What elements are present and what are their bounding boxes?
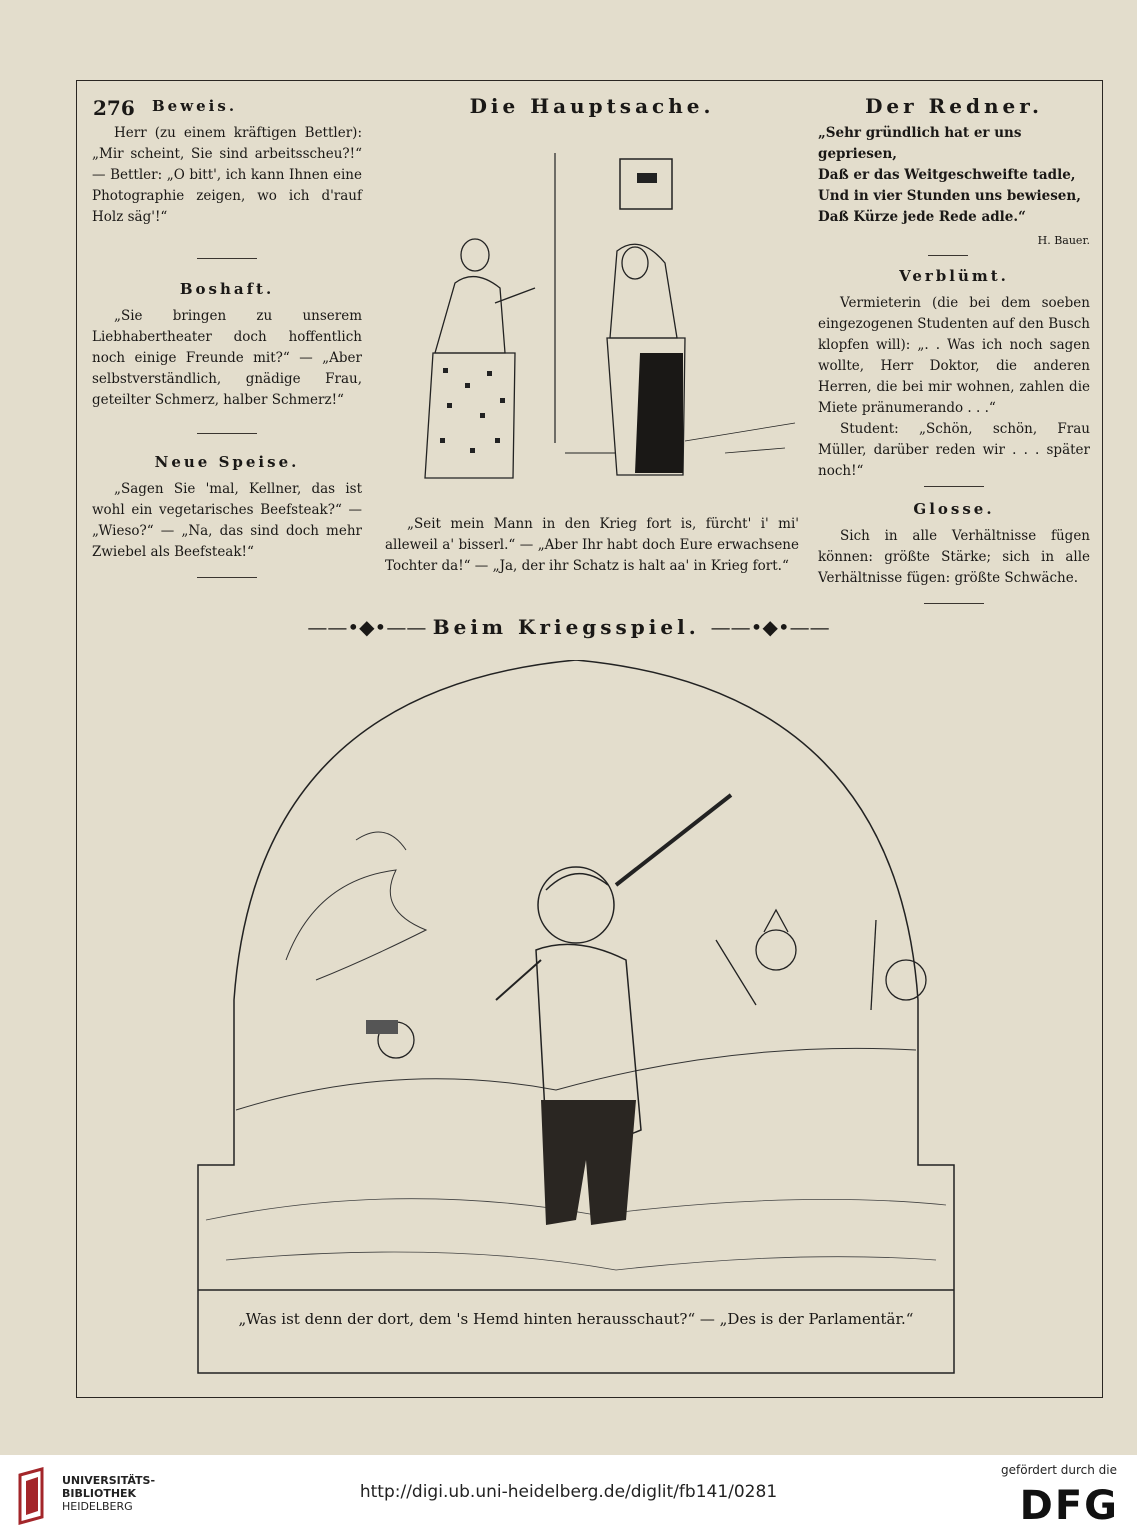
kriegsspiel-illustration — [196, 660, 956, 1380]
heading-neue-speise: Neue Speise. — [154, 453, 300, 471]
ornament-right: ——•◆•—— — [710, 615, 830, 639]
viewer-footer — [0, 1455, 1137, 1538]
illustration-two-women — [385, 123, 799, 483]
poem-line: Daß Kürze jede Rede adle.“ — [818, 209, 1026, 225]
poem-redner — [818, 123, 1090, 228]
heading-glosse: Glosse. — [913, 500, 995, 518]
library-name-line: HEIDELBERG — [62, 1500, 133, 1513]
library-name-line: UNIVERSITÄTS- — [62, 1474, 156, 1487]
text-verbluemt: Vermieterin (die bei dem soeben eingezogenen Studenten auf den Busch klopfen will): „. . Was ich noch sagen wollte, Herr Doktor, die anderen Herren, die bei mir wohnen, zahlen die Miete pränumerando . . .“ — [818, 295, 1090, 416]
text-neue-speise: „Sagen Sie 'mal, Kellner, das ist wohl ein vegetarisches Beefsteak?“ — „Wieso?“ — „Na, das sind doch mehr Zwiebel als Beefsteak!“ — [92, 481, 362, 560]
column-left — [92, 96, 362, 590]
kriegsspiel-title: Beim Kriegsspiel. — [432, 615, 700, 639]
kriegsspiel-caption: „Was ist denn der dort, dem 's Hemd hinten herausschaut?“ — „Des is der Parlamentär.“ — [238, 1310, 914, 1328]
heading-verbluemt: Verblümt. — [899, 267, 1009, 285]
author-redner: H. Bauer. — [1037, 234, 1090, 247]
heading-beweis: Beweis. — [152, 97, 238, 115]
text-beweis: Herr (zu einem kräftigen Bettler): „Mir scheint, Sie sind arbeitsscheu?!“ — Bettler: „O bitt', ich kann Ihnen eine Photographie zeigen, wo ich d'rauf Holz säg'!“ — [92, 125, 362, 225]
digital-object-url[interactable]: http://digi.ub.uni-heidelberg.de/diglit/fb141/0281 — [359, 1482, 778, 1502]
column-right — [818, 96, 1090, 616]
divider — [197, 577, 257, 578]
library-name-line: BIBLIOTHEK — [62, 1487, 137, 1500]
poem-line: „Sehr gründlich hat er uns gepriesen, — [818, 125, 1022, 162]
column-middle — [385, 96, 799, 577]
funded-by-label: gefördert durch die — [1001, 1463, 1117, 1477]
kriegsspiel-title-row — [0, 615, 1137, 639]
heading-redner: Der Redner. — [865, 94, 1043, 118]
page-number: 276 — [93, 96, 135, 120]
dfg-logo: DFG — [1019, 1483, 1119, 1529]
divider — [924, 603, 984, 604]
poem-line: Daß er das Weitgeschweifte tadle, — [818, 167, 1076, 183]
text-hauptsache: „Seit mein Mann in den Krieg fort is, fürcht' i' mi' alleweil a' bisserl.“ — „Aber Ihr habt doch Eure erwachsene Tochter da!“ — „Ja, der ihr Schatz is halt aa' in Krieg fort.“ — [385, 516, 799, 574]
text-boshaft: „Sie bringen zu unserem Liebhabertheater doch hoffentlich noch einige Freunde mit?“ — „Aber selbstverständlich, gnädige Frau, geteilter Schmerz, halber Schmerz!“ — [92, 308, 362, 408]
divider — [928, 255, 968, 256]
divider — [197, 433, 257, 434]
ornament-left: ——•◆•—— — [307, 615, 433, 639]
heading-boshaft: Boshaft. — [179, 280, 275, 298]
divider — [924, 486, 984, 487]
text-verbluemt-2: Student: „Schön, schön, Frau Müller, darüber reden wir . . . später noch!“ — [818, 421, 1090, 479]
poem-line: Und in vier Stunden uns bewiesen, — [818, 188, 1081, 204]
divider — [197, 258, 257, 259]
heading-hauptsache: Die Hauptsache. — [469, 94, 715, 118]
text-glosse: Sich in alle Verhältnisse fügen können: größte Stärke; sich in alle Verhältnisse fügen: größte Schwäche. — [818, 528, 1090, 586]
